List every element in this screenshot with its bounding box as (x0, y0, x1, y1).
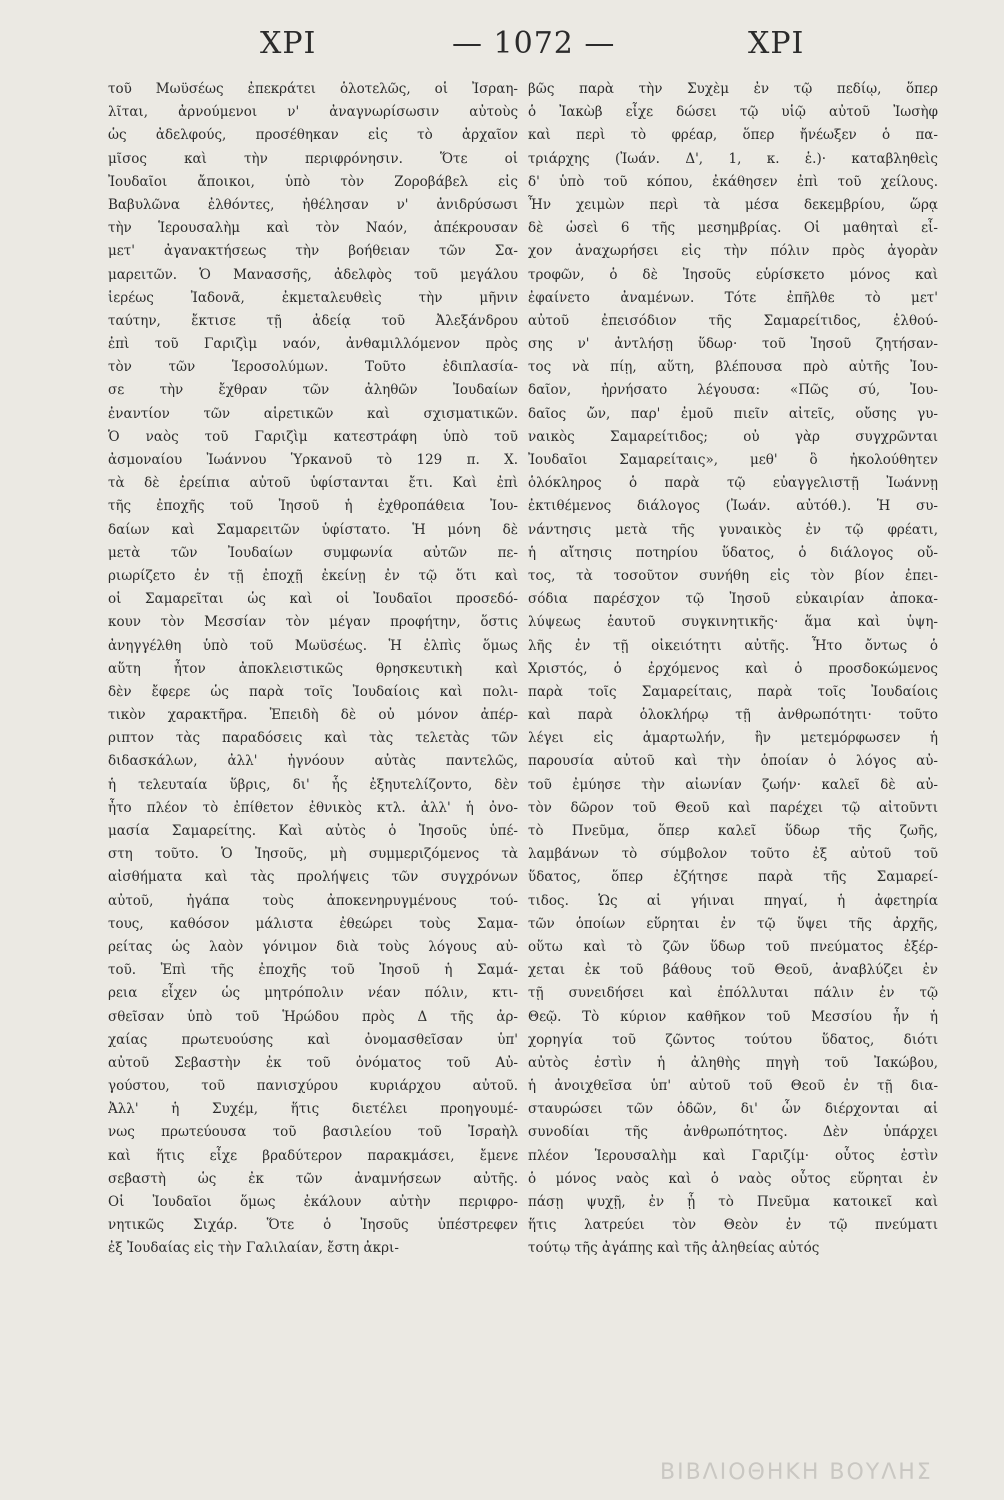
text-line: σης ν' ἀντλήσῃ ὕδωρ· τοῦ Ἰησοῦ ζητήσαν- (528, 336, 938, 353)
text-line: σόδια παρέσχον τῷ Ἰησοῦ εὐκαιρίαν ἀποκα- (528, 591, 938, 608)
text-line: δὲ ὡσεὶ 6 τῆς μεσημβρίας. Οἱ μαθηταὶ εἶ- (528, 220, 938, 237)
text-line: τιδος. Ὡς αἱ γήιναι πηγαί, ἡ ἀφετηρία (528, 892, 938, 909)
text-line: ριωρίζετο ἐν τῇ ἐποχῇ ἐκείνῃ ἐν τῷ ὅτι καὶ (108, 567, 518, 584)
text-line: στη τοῦτο. Ὁ Ἰησοῦς, μὴ συμμεριζόμενος τὰ (108, 846, 518, 863)
text-line: λέγει εἰς ἁμαρτωλήν, ἣν μετεμόρφωσεν ἡ (528, 730, 938, 747)
text-line: σε τὴν ἔχθραν τῶν ἀληθῶν Ἰουδαίων (108, 382, 518, 399)
text-line: καὶ ἥτις εἶχε βραδύτερον παρακμάσει, ἔμενε (108, 1147, 518, 1164)
text-line: αὕτη ἦτον ἀποκλειστικῶς θρησκευτικὴ καὶ (108, 660, 518, 677)
text-line: τριάρχης (Ἰωάν. Δ', 1, κ. ἑ.)· καταβληθεὶς (528, 150, 938, 167)
text-line: Ἰουδαῖοι ἄποικοι, ὑπὸ τὸν Ζοροβάβελ εἰς (108, 173, 518, 190)
text-line: τος, τὰ τοσοῦτον συνήθη εἰς τὸν βίον ἐπει- (528, 567, 938, 584)
text-line: ρεια εἶχεν ὡς μητρόπολιν νέαν πόλιν, κτι- (108, 985, 518, 1002)
text-line: καὶ περὶ τὸ φρέαρ, ὅπερ ἤνέωξεν ὁ πα- (528, 127, 938, 144)
text-line: Ὁ ναὸς τοῦ Γαριζὶμ κατεστράφη ὑπὸ τοῦ (108, 428, 518, 445)
text-line: πάσῃ ψυχῇ, ἐν ᾗ τὸ Πνεῦμα κατοικεῖ καὶ (528, 1194, 938, 1210)
text-line: χεται ἐκ τοῦ βάθους τοῦ Θεοῦ, ἀναβλύζει ἐν (528, 962, 938, 979)
text-line: ἐπὶ τοῦ Γαριζὶμ ναόν, ἀνθαμιλλόμενον πρὸς (108, 336, 518, 353)
text-line: νητικῶς Σιχάρ. Ὅτε ὁ Ἰησοῦς ὑπέστρεφεν (108, 1217, 518, 1234)
text-line: σθεῖσαν ὑπὸ τοῦ Ἡρώδου πρὸς Δ τῆς ἀρ- (108, 1008, 518, 1025)
text-line: ἐκτιθέμενος διάλογος (Ἰωάν. αὐτόθ.). Ἡ συ- (528, 498, 938, 515)
text-line: σεβαστὴ ὡς ἐκ τῶν ἀναμνήσεων αὐτῆς. (108, 1170, 518, 1187)
text-line: αὐτοῦ ἐπεισόδιον τῆς Σαμαρείτιδος, ἐλθού- (528, 312, 938, 329)
text-line: τροφῶν, ὁ δὲ Ἰησοῦς εὑρίσκετο μόνος καὶ (528, 266, 938, 283)
text-line: Ἀλλ' ἡ Συχέμ, ἥτις διετέλει προηγουμέ- (108, 1101, 518, 1118)
page-header (100, 26, 940, 76)
text-line: οἱ Σαμαρεῖται ὡς καὶ οἱ Ἰουδαῖοι προσεδό- (108, 591, 518, 608)
text-line: λῖται, ἀρνούμενοι ν' ἀναγνωρίσωσιν αὐτοὺς (108, 104, 518, 121)
text-line: αὐτοῦ, ἠγάπα τοὺς ἀποκενηρυγμένους τού- (108, 892, 518, 909)
text-line: ὁ Ἰακὼβ εἶχε δώσει τῷ υἱῷ αὐτοῦ Ἰωσὴφ (528, 104, 938, 121)
text-line: μασία Σαμαρείτης. Καὶ αὐτὸς ὁ Ἰησοῦς ὑπέ- (108, 823, 518, 839)
text-line: λαμβάνων τὸ σύμβολον τοῦτο ἐξ αὐτοῦ τοῦ (528, 846, 938, 863)
text-line: τοῦ. Ἐπὶ τῆς ἐποχῆς τοῦ Ἰησοῦ ἡ Σαμά- (108, 962, 518, 979)
text-line: Οἱ Ἰουδαῖοι ὅμως ἐκάλουν αὐτὴν περιφρο- (108, 1194, 518, 1210)
text-line: παρουσία αὐτοῦ καὶ τὴν ὁποίαν ὁ λόγος αὐ- (528, 753, 938, 770)
text-column-left (108, 78, 518, 1261)
text-line: ἡ αἴτησις ποτηρίου ὕδατος, ὁ διάλογος οὔ- (528, 544, 938, 561)
text-line: κουν τὸν Μεσσίαν τὸν μέγαν προφήτην, ὅστις (108, 614, 518, 631)
text-line: παρὰ τοῖς Σαμαρείταις, παρὰ τοῖς Ἰουδαίοις (528, 683, 938, 700)
text-line: δὲν ἔφερε ὡς παρὰ τοῖς Ἰουδαίοις καὶ πολι- (108, 683, 518, 700)
text-line: ἐφαίνετο ἀναμένων. Τότε ἐπῆλθε τὸ μετ' (528, 289, 938, 306)
text-line: μετ' ἀγανακτήσεως τὴν βοήθειαν τῶν Σα- (108, 243, 518, 260)
text-line: ριπτον τὰς παραδόσεις καὶ τὰς τελετὰς τῶν (108, 730, 518, 747)
text-line: αὐτοῦ Σεβαστὴν ἐκ τοῦ ὀνόματος τοῦ Αὐ- (108, 1054, 518, 1071)
text-line: χαίας πρωτευούσης καὶ ὀνομασθεῖσαν ὑπ' (108, 1031, 518, 1048)
text-line: χον ἀναχωρήσει εἰς τὴν πόλιν πρὸς ἀγορὰν (528, 243, 938, 260)
text-line: Ἰουδαῖοι Σαμαρείταις», μεθ' ὃ ἠκολούθητεν (528, 452, 938, 468)
text-line: ἐξ Ἰουδαίας εἰς τὴν Γαλιλαίαν, ἔστη ἀκρι- (108, 1240, 399, 1257)
text-line: δαῖον, ἠρνήσατο λέγουσα: «Πῶς σύ, Ἰου- (528, 382, 938, 399)
text-line: βῶς παρὰ τὴν Συχὲμ ἐν τῷ πεδίῳ, ὅπερ (528, 81, 938, 97)
text-line: χορηγία τοῦ ζῶντος τούτου ὕδατος, διότι (528, 1031, 938, 1048)
text-line: τος νὰ πίῃ, αὕτη, βλέπουσα πρὸ αὐτῆς Ἰου- (528, 359, 938, 376)
text-line: μαρειτῶν. Ὁ Μανασσῆς, ἀδελφὸς τοῦ μεγάλου (108, 266, 518, 283)
text-line: ὡς ἀδελφούς, προσέθηκαν εἰς τὸ ἀρχαῖον (108, 127, 518, 144)
text-line: ἀσμοναίου Ἰωάννου Ὑρκανοῦ τὸ 129 π. Χ. (108, 452, 518, 468)
text-line: πλέον Ἱερουσαλὴμ καὶ Γαριζίμ· οὗτος ἐστὶν (528, 1147, 938, 1164)
text-line: τὸν τῶν Ἱεροσολύμων. Τοῦτο ἐδιπλασία- (108, 359, 518, 376)
text-line: ταύτην, ἔκτισε τῇ ἀδείᾳ τοῦ Ἀλεξάνδρου (108, 312, 518, 329)
text-line: ὁ μόνος ναὸς καὶ ὁ ναὸς οὗτος εὕρηται ἐν (528, 1170, 938, 1187)
text-line: ὁλόκληρος ὁ παρὰ τῷ εὐαγγελιστῇ Ἰωάννῃ (528, 475, 938, 492)
text-line: Θεῷ. Τὸ κύριον καθῆκον τοῦ Μεσσίου ἦν ἡ (528, 1008, 938, 1025)
text-line: ἱερέως Ἰαδονᾶ, ἐκμεταλευθεὶς τὴν μῆνιν (108, 289, 518, 306)
text-line: τοῦ ἐμύησε τὴν αἰωνίαν ζωήν· καλεῖ δὲ αὐ- (528, 776, 938, 793)
running-head-left: ΧΡΙ (260, 26, 317, 61)
text-line: αἰσθήματα καὶ τὰς προλήψεις τῶν συγχρόνων (108, 869, 518, 886)
text-line: νως πρωτεύουσα τοῦ βασιλείου τοῦ Ἰσραὴλ (108, 1124, 518, 1141)
text-line: γούστου, τοῦ πανισχύρου κυριάρχου αὐτοῦ. (108, 1078, 518, 1095)
text-line: συνοδίαι τῆς ἀνθρωπότητος. Δὲν ὑπάρχει (528, 1124, 938, 1141)
text-line: λῆς ἐν τῇ οἰκειότητι αὐτῆς. Ἦτο ὄντως ὁ (528, 637, 938, 654)
library-watermark: ΒΙΒΛΙΟΘΗΚΗ ΒΟΥΛΗΣ (660, 1460, 933, 1485)
text-line: σταυρώσει τῶν ὁδῶν, δι' ὧν διέρχονται αἱ (528, 1101, 938, 1118)
text-line: ρείτας ὡς λαὸν γόνιμον διὰ τοὺς λόγους αὐ- (108, 938, 518, 955)
page-number: — 1072 — (452, 26, 616, 61)
text-column-right (528, 78, 938, 1261)
text-line: δαῖος ὤν, παρ' ἐμοῦ πιεῖν αἰτεῖς, οὔσης γυ- (528, 405, 938, 422)
text-line: μῖσος καὶ τὴν περιφρόνησιν. Ὅτε οἱ (108, 150, 518, 167)
running-head-right: ΧΡΙ (748, 26, 805, 61)
text-line: ἡ ἀνοιχθεῖσα ὑπ' αὐτοῦ τοῦ Θεοῦ ἐν τῇ δια- (528, 1078, 938, 1095)
text-line: Βαβυλῶνα ἐλθόντες, ἠθέλησαν ν' ἀνιδρύσωσι (108, 196, 518, 213)
text-line: ἐναντίον τῶν αἱρετικῶν καὶ σχισματικῶν. (108, 405, 518, 422)
text-line: τὸν δῶρον τοῦ Θεοῦ καὶ παρέχει τῷ αἰτοῦντι (528, 799, 938, 816)
text-line: ναικὸς Σαμαρείτιδος; οὐ γὰρ συγχρῶνται (528, 428, 938, 445)
text-line: καὶ παρὰ ὁλοκλήρῳ τῇ ἀνθρωπότητι· τοῦτο (528, 707, 938, 724)
text-line: διδασκάλων, ἀλλ' ἠγνόουν αὐτὰς παντελῶς, (108, 753, 518, 770)
text-line: τικὸν χαρακτῆρα. Ἐπειδὴ δὲ οὐ μόνον ἀπέρ- (108, 707, 518, 724)
text-line: μετὰ τῶν Ἰουδαίων συμφωνία αὐτῶν πε- (108, 544, 518, 561)
text-line: νάντησις μετὰ τῆς γυναικὸς ἐν τῷ φρέατι, (528, 521, 938, 538)
text-line: ὕδατος, ὅπερ ἐζήτησε παρὰ τῆς Σαμαρεί- (528, 869, 938, 886)
text-line: ἦτο πλέον τὸ ἐπίθετον ἐθνικὸς κτλ. ἀλλ' ἡ ὀνο- (108, 799, 518, 816)
text-line: τὴν Ἱερουσαλὴμ καὶ τὸν Ναόν, ἀπέκρουσαν (108, 220, 518, 237)
text-line: τοῦ Μωϋσέως ἐπεκράτει ὁλοτελῶς, οἱ Ἰσραη- (108, 81, 518, 97)
text-line: Χριστός, ὁ ἐρχόμενος καὶ ὁ προσδοκώμενος (528, 660, 938, 677)
text-line: ἀνηγγέλθη ὑπὸ τοῦ Μωϋσέως. Ἡ ἐλπὶς ὅμως (108, 637, 518, 654)
text-line: οὕτω καὶ τὸ ζῶν ὕδωρ τοῦ πνεύματος ἐξέρ- (528, 938, 938, 955)
text-line: τῆς ἐποχῆς τοῦ Ἰησοῦ ἡ ἐχθροπάθεια Ἰου- (108, 498, 518, 515)
text-line: δ' ὑπὸ τοῦ κόπου, ἐκάθησεν ἐπὶ τοῦ χείλους. (528, 173, 938, 190)
text-line: ἡ τελευταία ὕβρις, δι' ἧς ἐξηυτελίζοντο, δὲν (108, 776, 518, 793)
text-line: τῶν ὁποίων εὕρηται ἐν τῷ ὕψει τῆς ἀρχῆς, (528, 915, 938, 932)
text-line: τους, καθόσον μάλιστα ἐθεώρει τοὺς Σαμα- (108, 915, 518, 932)
text-line: τούτῳ τῆς ἀγάπης καὶ τῆς ἀληθείας αὐτός (528, 1240, 820, 1257)
text-line: δαίων καὶ Σαμαρειτῶν ὑφίστατο. Ἡ μόνη δὲ (108, 521, 518, 538)
text-line: αὐτὸς ἐστὶν ἡ ἀληθὴς πηγὴ τοῦ Ἰακώβου, (528, 1054, 938, 1071)
text-line: τῇ συνειδήσει καὶ ἐπόλλυται πάλιν ἐν τῷ (528, 985, 938, 1002)
text-line: ἥτις λατρεύει τὸν Θεὸν ἐν τῷ πνεύματι (528, 1217, 938, 1234)
text-line: λύψεως ἑαυτοῦ συγκινητικῆς· ἅμα καὶ ὑψη- (528, 614, 938, 631)
text-line: τὸ Πνεῦμα, ὅπερ καλεῖ ὕδωρ τῆς ζωῆς, (528, 823, 938, 839)
text-line: Ἦν χειμὼν περὶ τὰ μέσα δεκεμβρίου, ὥρᾳ (528, 196, 938, 213)
text-line: τὰ δὲ ἐρείπια αὐτοῦ ὑφίστανται ἔτι. Καὶ ἐπὶ (108, 475, 518, 492)
